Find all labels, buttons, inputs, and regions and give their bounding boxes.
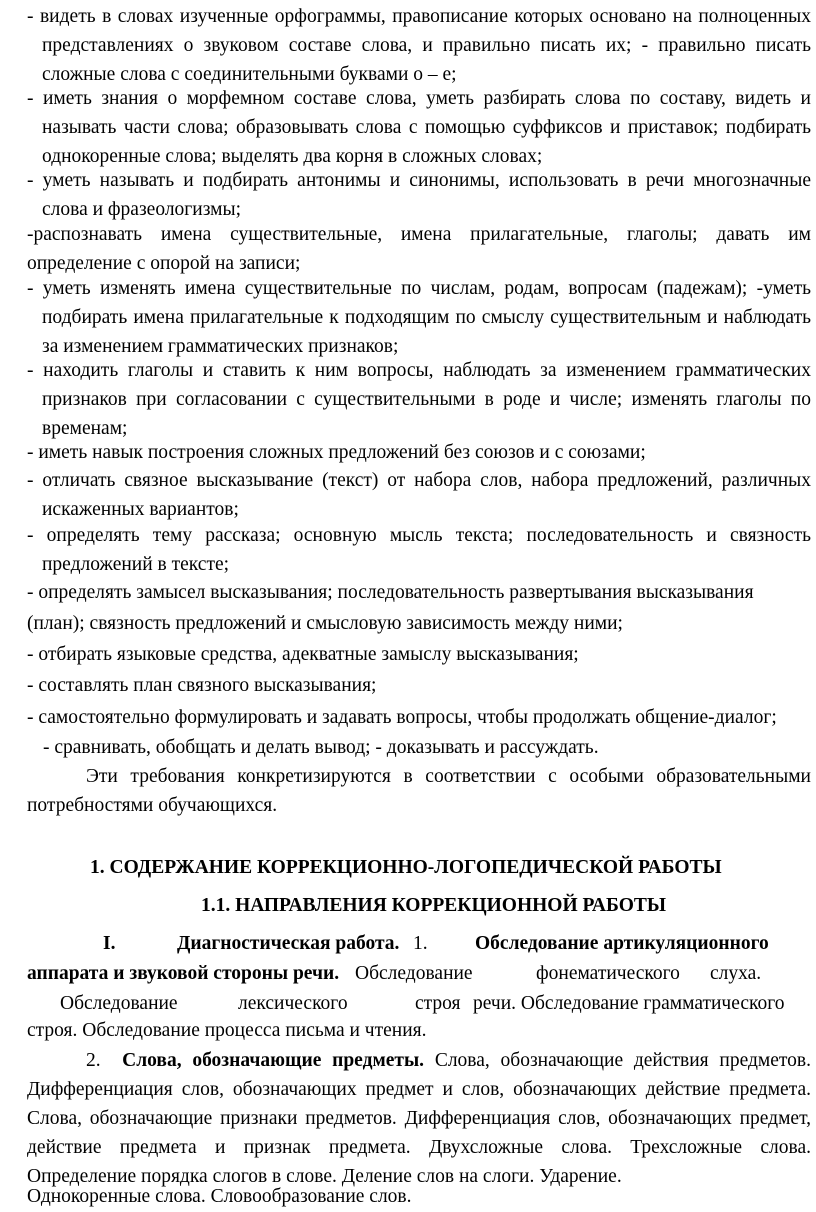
section-number: I. [103, 933, 116, 954]
list-item: - отличать связное высказывание (текст) от набора слов, набора предложений, различных искаженных вариантов; [27, 470, 811, 520]
list-item: - уметь изменять имена существительные по числам, родам, вопросам (падежам); -уметь подбирать имена прилагательные к подходящим по смыслу существительным и наблюдать за изменением грамматических признаков; [27, 278, 811, 357]
subsection-title: Обследование артикуляционного [475, 933, 769, 954]
list-item: - уметь называть и подбирать антонимы и синонимы, использовать в речи многозначные слова и фразеологизмы; [27, 170, 811, 220]
heading-section-1: 1. СОДЕРЖАНИЕ КОРРЕКЦИОННО-ЛОГОПЕДИЧЕСКОЙ РАБОТЫ [90, 857, 722, 878]
text-fragment: строя. Обследование процесса письма и чтения. [27, 1020, 427, 1041]
list-item: - иметь знания о морфемном составе слова, уметь разбирать слова по составу, видеть и называть части слова; образовывать слова с помощью суффиксов и приставок; подбирать однокоренные слова; выделять два корня в сложных словах; [27, 88, 811, 167]
list-item: - составлять план связного высказывания; [27, 675, 377, 696]
subsection-number: 1. [413, 933, 428, 954]
subsection-title-continued: аппарата и звуковой стороны речи. [27, 963, 340, 984]
list-item: - иметь навык построения сложных предложений без союзов и с союзами; [27, 442, 646, 463]
text-fragment: фонематического [536, 963, 680, 984]
paragraph-requirements: Эти требования конкретизируются в соответствии с особыми образовательными потребностями обучающихся. [27, 766, 811, 816]
list-item: - видеть в словах изученные орфограммы, правописание которых основано на полноценных представлениях о звуковом составе слова, и правильно писать их; - правильно писать сложные слова с соединительными буквами о – е; [27, 6, 811, 85]
list-item: -распознавать имена существительные, имена прилагательные, глаголы; давать им определение с опорой на записи; [27, 224, 811, 274]
list-item: - отбирать языковые средства, адекватные замыслу высказывания; [27, 644, 579, 665]
section-last-line: Однокоренные слова. Словообразование слов. [27, 1186, 412, 1207]
section-text: Слова, обозначающие действия предметов. Дифференциация слов, обозначающих предмет и слов, обозначающих действие предмета. Слова, обозначающие признаки предметов. Дифференциация слов, обозначающих предмет, действие предмета и признак предмета. Двухсложные слова. Трехсложные слова. Определение порядка слогов в слове. Деление слов на слоги. Ударение. [27, 1050, 811, 1187]
text-fragment: слуха. [710, 963, 762, 984]
list-item: - самостоятельно формулировать и задавать вопросы, чтобы продолжать общение-диалог; [27, 707, 777, 728]
list-item: - сравнивать, обобщать и делать вывод; - доказывать и рассуждать. [43, 737, 599, 758]
section-words-objects [27, 1046, 811, 1191]
section-number: 2. [86, 1050, 101, 1071]
section-title: Слова, обозначающие предметы. [122, 1050, 425, 1071]
heading-section-1-1: 1.1. НАПРАВЛЕНИЯ КОРРЕКЦИОННОЙ РАБОТЫ [201, 895, 667, 916]
text-fragment: строя [415, 993, 461, 1014]
section-title: Диагностическая работа. [177, 933, 400, 954]
text-fragment: Обследование [60, 993, 178, 1014]
list-item: - определять замысел высказывания; последовательность развертывания высказывания [27, 582, 754, 603]
text-fragment: речи. Обследование грамматического [473, 993, 785, 1014]
list-item-continuation: (план); связность предложений и смысловую зависимость между ними; [27, 613, 623, 634]
text-fragment: Обследование [355, 963, 473, 984]
list-item: - определять тему рассказа; основную мысль текста; последовательность и связность предложений в тексте; [27, 525, 811, 575]
list-item: - находить глаголы и ставить к ним вопросы, наблюдать за изменением грамматических признаков при согласовании с существительными в роде и числе; изменять глаголы по временам; [27, 360, 811, 439]
text-fragment: лексического [238, 993, 348, 1014]
